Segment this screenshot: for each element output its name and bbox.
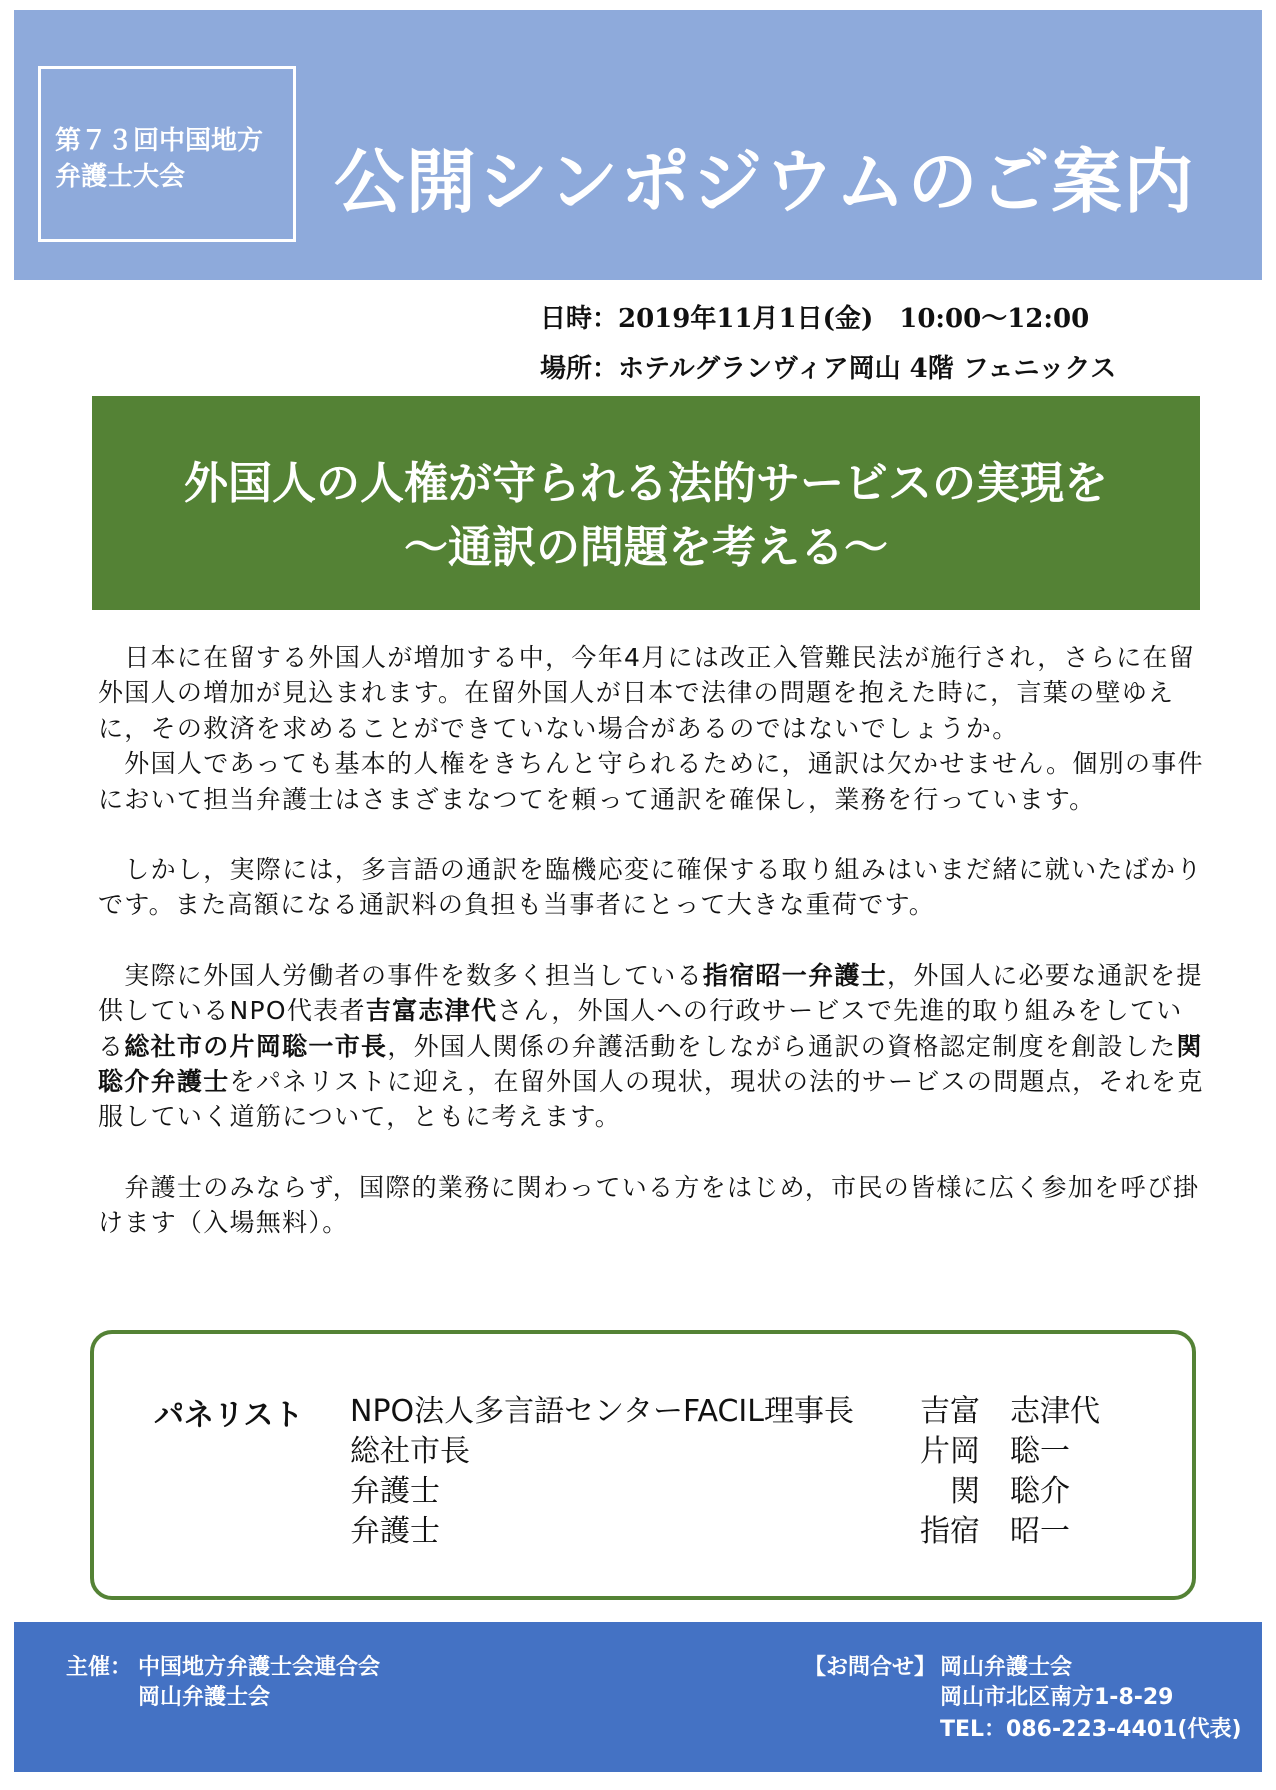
panelist-highlight: 総社市の片岡聡一市長	[124, 1031, 388, 1061]
paragraph-intro: 日本に在留する外国人が増加する中，今年4月には改正入管難民法が施行され，さらに在留外国人の増加が見込まれます。在留外国人が日本で法律の問題を抱えた時に，言葉の壁ゆえに，その救済を求めることができていない場合があるのではないでしょうか。	[98, 643, 1196, 743]
contact-label: 【お問合せ】	[804, 1655, 937, 1680]
paragraph-text: をパネリストに迎え，在留外国人の現状，現状の法的サービスの問題点，それを克服していく道筋について，ともに考えます。	[98, 1067, 1204, 1132]
paragraph-panelists	[98, 958, 1208, 1135]
paragraph-invitation: 弁護士のみならず，国際的業務に関わっている方をはじめ，市民の皆様に広く参加を呼び掛けます（入場無料）。	[98, 1172, 1200, 1238]
host-organization: 岡山弁護士会	[138, 1685, 271, 1710]
header-banner	[14, 10, 1262, 280]
paragraph-text: ，外国人に必要な通訳を提供しているNPO代表者	[98, 960, 1203, 1026]
paragraph-text: ，外国人関係の弁護活動をしながら通訳の資格認定制度を創設した	[387, 1031, 1177, 1061]
page-title: 公開シンポジウムのご案内	[334, 141, 1196, 223]
body-text	[98, 640, 1208, 1241]
paragraph-interpretation: 外国人であっても基本的人権をきちんと守られるために，通訳は欠かせません。個別の事件において担当弁護士はさまざまなつてを頼って通訳を確保し，業務を行っています。	[98, 749, 1204, 814]
paragraph-text: さん，外国人への行政サービスで先進的取り組みをしている	[98, 996, 1183, 1061]
contact-phone: TEL：086-223-4401(代表)	[940, 1717, 1242, 1742]
panelists-box	[90, 1330, 1196, 1600]
panelist-name: 片岡 聡一	[920, 1434, 1070, 1469]
theme-title: 外国人の人権が守られる法的サービスの実現を	[184, 458, 1108, 509]
footer-banner	[14, 1622, 1262, 1772]
panelist-role: NPO法人多言語センターFACIL理事長	[350, 1394, 854, 1429]
contact-organization: 岡山弁護士会	[940, 1655, 1073, 1680]
conference-name-line1: 第７３回中国地方	[55, 126, 264, 156]
panelist-highlight: 関聡介弁護士	[98, 1031, 1203, 1097]
theme-subtitle: ～通訳の問題を考える～	[404, 522, 888, 573]
panelist-role: 弁護士	[350, 1474, 440, 1509]
paragraph-text: 実際に外国人労働者の事件を数多く担当している	[98, 960, 703, 990]
panelist-name: 吉富 志津代	[920, 1394, 1100, 1429]
panelists-label: パネリスト	[154, 1398, 304, 1433]
paragraph-current-state: しかし，実際には，多言語の通訳を臨機応変に確保する取り組みはいまだ緒に就いたばかりです。また高額になる通訳料の負担も当事者にとって大きな重荷です。	[98, 855, 1203, 920]
host-label: 主催：	[66, 1655, 133, 1680]
panelist-highlight: 吉富志津代	[365, 996, 498, 1026]
event-datetime: 日時：2019年11月1日(金) 10:00～12:00	[540, 304, 1090, 334]
host-organization: 中国地方弁護士会連合会	[138, 1655, 381, 1680]
contact-address: 岡山市北区南方1-8-29	[940, 1685, 1174, 1710]
panelist-name: 指宿 昭一	[920, 1514, 1070, 1549]
conference-name-line2: 弁護士大会	[55, 162, 186, 192]
conference-box	[38, 66, 296, 242]
panelist-highlight: 指宿昭一弁護士	[702, 960, 888, 990]
panelist-name: 関 聡介	[920, 1474, 1070, 1509]
panelist-role: 弁護士	[350, 1514, 440, 1549]
panelist-role: 総社市長	[350, 1434, 470, 1469]
event-venue: 場所：ホテルグランヴィア岡山 4階 フェニックス	[540, 354, 1117, 384]
theme-banner	[92, 396, 1200, 610]
